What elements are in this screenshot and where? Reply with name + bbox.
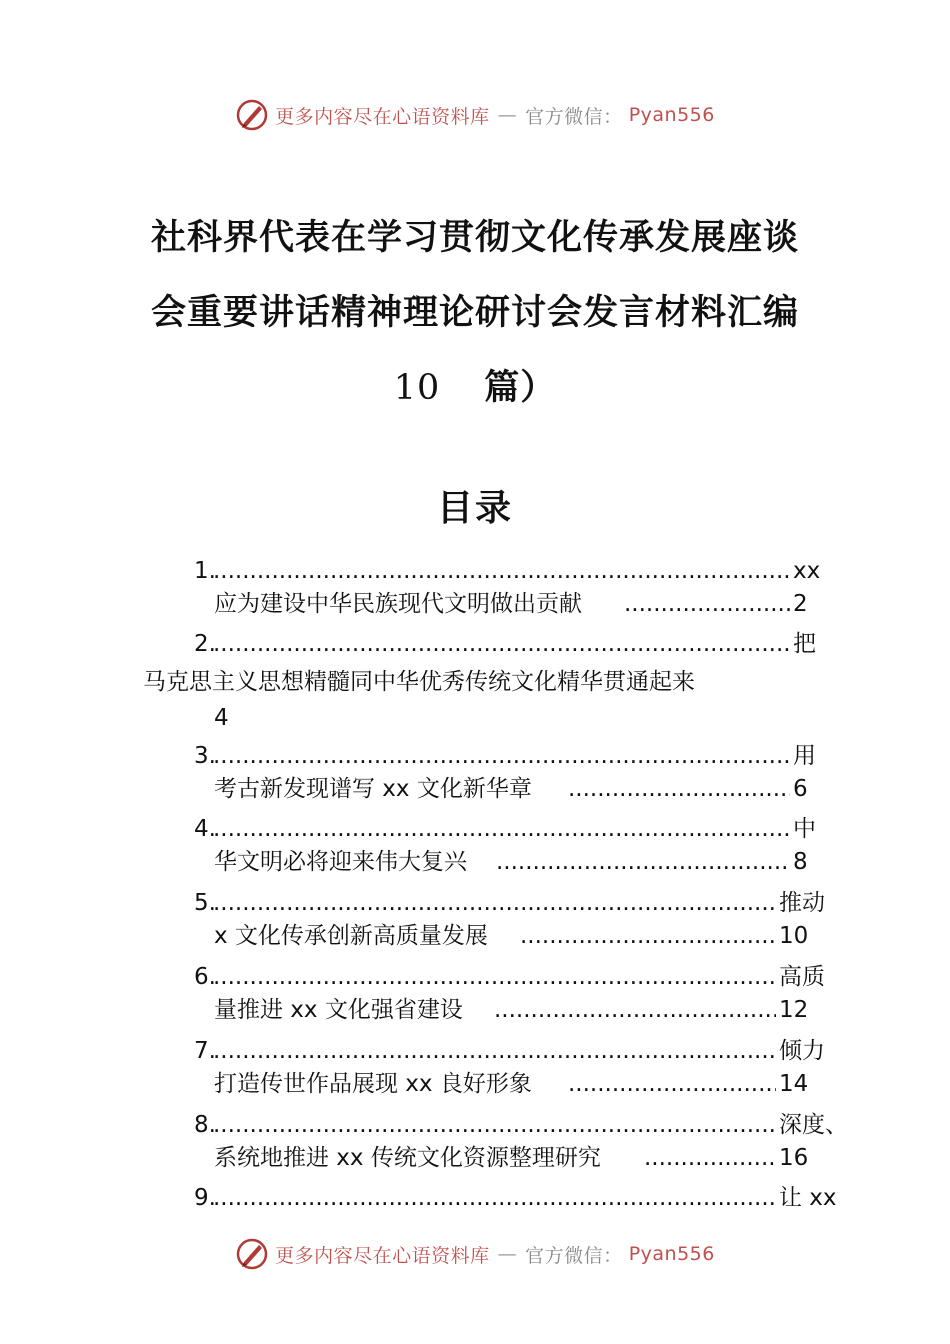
toc-entry-head: 用 (793, 743, 816, 769)
toc-entry-title[interactable]: 打造传世作品展现 xx 良好形象 (214, 1071, 532, 1097)
toc-leader-dots (213, 961, 777, 993)
toc-entry-head: 推动 (779, 890, 825, 916)
toc-leader-dots (568, 773, 790, 805)
toc-leader-dots (520, 920, 776, 952)
toc-entry-title[interactable]: x 文化传承创新高质量发展 (214, 923, 488, 949)
toc-entry-head: 让 xx (779, 1185, 837, 1211)
toc-entry-page: 2 (793, 591, 808, 617)
banner-dash: — (497, 1243, 518, 1265)
toc-entry-title[interactable]: 应为建设中华民族现代文明做出贡献 (214, 591, 582, 617)
toc-leader-dots (568, 1068, 776, 1100)
document-title-line-2: 会重要讲话精神理论研讨会发言材料汇编 (150, 292, 799, 333)
toc-entry-head: 把 (793, 631, 816, 657)
toc-entry-number: 2. (194, 631, 216, 657)
toc-leader-dots (496, 846, 790, 878)
toc-entry-number: 1. (194, 558, 216, 584)
toc-entry-title[interactable]: 考古新发现谱写 xx 文化新华章 (214, 776, 532, 802)
toc-entry-number: 5. (194, 890, 216, 916)
toc-entry-page: 12 (779, 997, 809, 1023)
toc-entry-page: 14 (779, 1071, 809, 1097)
toc-heading: 目录 (436, 487, 513, 529)
toc-entry-head: 高质 (779, 964, 825, 990)
toc-entry-head: 中 (793, 816, 816, 842)
footer-banner (0, 1234, 950, 1274)
pen-logo-icon (235, 98, 269, 132)
toc-entry-page: 10 (779, 923, 809, 949)
toc-entry-head: 倾力 (779, 1038, 825, 1064)
toc-leader-dots (624, 588, 790, 620)
header-banner (0, 95, 950, 135)
banner-wechat-id: Pyan556 (628, 104, 715, 126)
title-count: 10 (393, 368, 441, 408)
title-suffix: 篇） (484, 367, 557, 408)
toc-entry-head: xx (793, 558, 821, 584)
toc-entry-number: 8. (194, 1112, 216, 1138)
document-title-line-3 (0, 360, 950, 410)
toc-entry-number: 9. (194, 1185, 216, 1211)
toc-entry-title[interactable]: 华文明必将迎来伟大复兴 (214, 849, 467, 875)
toc-leader-dots (494, 994, 776, 1026)
toc-leader-dots (213, 555, 791, 587)
toc-entry-title[interactable]: 马克思主义思想精髓同中华优秀传统文化精华贯通起来 (143, 669, 695, 695)
toc-leader-dots (213, 1182, 777, 1214)
toc-entry-page: 8 (793, 849, 808, 875)
toc-leader-dots (213, 813, 791, 845)
toc-leader-dots (213, 1109, 777, 1141)
banner-text: 更多内容尽在心语资料库 (275, 105, 490, 128)
toc-entry-page: 4 (214, 705, 229, 731)
toc-entry-page: 16 (779, 1145, 809, 1171)
banner-dash: — (497, 104, 518, 126)
toc-entry-title[interactable]: 系统地推进 xx 传统文化资源整理研究 (214, 1145, 601, 1171)
banner-wechat-id: Pyan556 (628, 1243, 715, 1265)
toc-leader-dots (213, 887, 777, 919)
toc-entry-number: 3. (194, 743, 216, 769)
banner-wechat-label: 官方微信： (525, 105, 623, 128)
toc-entry-number: 6. (194, 964, 216, 990)
toc-entry-page: 6 (793, 776, 808, 802)
toc-leader-dots (213, 740, 791, 772)
document-title-line-1: 社科界代表在学习贯彻文化传承发展座谈 (150, 217, 799, 258)
banner-wechat-label: 官方微信： (525, 1244, 623, 1267)
toc-entry-number: 7. (194, 1038, 216, 1064)
toc-entry-title[interactable]: 量推进 xx 文化强省建设 (214, 997, 463, 1023)
toc-leader-dots (213, 628, 791, 660)
toc-entry-number: 4. (194, 816, 216, 842)
toc-leader-dots (644, 1142, 776, 1174)
pen-logo-icon (235, 1237, 269, 1271)
toc-entry-head: 深度、 (779, 1112, 848, 1138)
toc-leader-dots (213, 1035, 777, 1067)
banner-text: 更多内容尽在心语资料库 (275, 1244, 490, 1267)
